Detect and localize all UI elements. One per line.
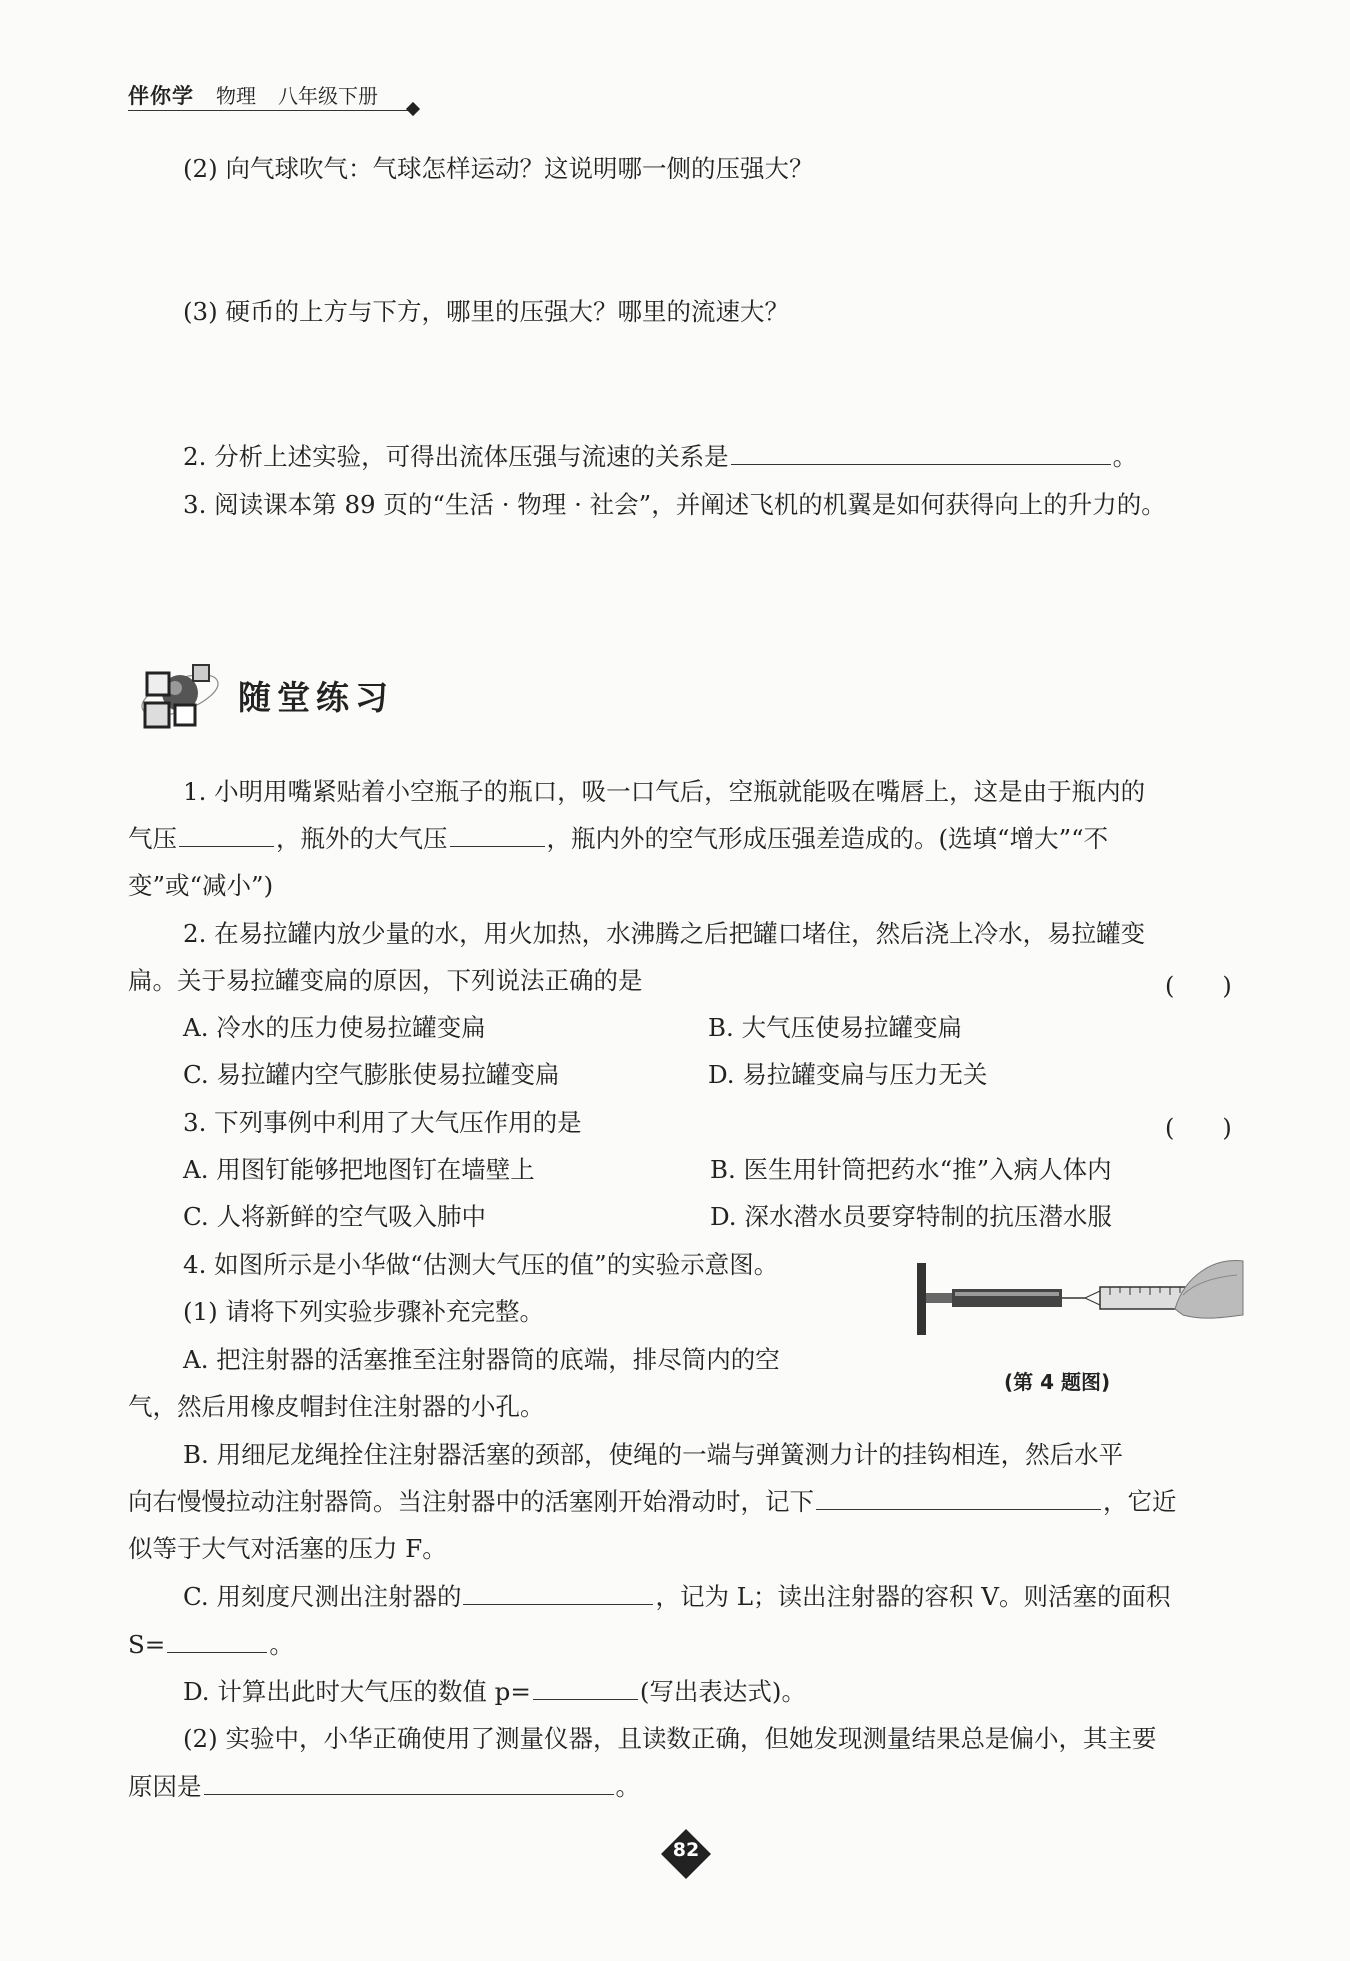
option-a: A. 冷水的压力使易拉罐变扁	[183, 1013, 486, 1042]
question-2-sub: (2) 向气球吹气：气球怎样运动？这说明哪一侧的压强大？	[183, 154, 814, 183]
subject-label: 物理	[216, 84, 256, 108]
option-c: C. 人将新鲜的空气吸入肺中	[183, 1202, 486, 1231]
answer-bracket[interactable]: ( )	[1165, 1114, 1232, 1142]
figure-caption: (第 4 题图)	[1004, 1370, 1111, 1394]
header-rule	[128, 110, 413, 111]
option-d: D. 深水潜水员要穿特制的抗压潜水服	[710, 1202, 1112, 1231]
step-c-line-2	[128, 1628, 294, 1662]
header-diamond-icon	[406, 102, 420, 116]
running-header	[128, 80, 378, 112]
step-a-line-1: A. 把注射器的活塞推至注射器筒的底端，排尽筒内的空	[183, 1345, 780, 1374]
question-text: ，瓶内外的空气形成压强差造成的。(选填“增大”“不	[546, 824, 1109, 853]
option-a: A. 用图钉能够把地图钉在墙壁上	[183, 1155, 535, 1184]
exercise-2-line-1: 2. 在易拉罐内放少量的水，用火加热，水沸腾之后把罐口堵住，然后浇上冷水，易拉罐变	[183, 919, 1146, 948]
question-text: D. 计算出此时大气压的数值 p=	[183, 1677, 531, 1706]
question-3-reading: 3. 阅读课本第 89 页的“生活 · 物理 · 社会”，并阐述飞机的机翼是如何获得向上的升力的。	[183, 490, 1166, 519]
question-text: C. 用刻度尺测出注射器的	[183, 1582, 462, 1611]
option-b: B. 医生用针筒把药水“推”入病人体内	[710, 1155, 1112, 1184]
answer-blank[interactable]	[167, 1628, 267, 1653]
answer-bracket[interactable]: ( )	[1165, 972, 1232, 1000]
option-c: C. 易拉罐内空气膨胀使易拉罐变扁	[183, 1060, 560, 1089]
question-text: 气压	[128, 824, 177, 853]
option-d: D. 易拉罐变扁与压力无关	[708, 1060, 988, 1089]
page-number: 82	[672, 1839, 700, 1861]
exercise-2-line-2: 扁。关于易拉罐变扁的原因，下列说法正确的是	[128, 966, 643, 995]
exercise-4-line-1: 4. 如图所示是小华做“估测大气压的值”的实验示意图。	[183, 1250, 779, 1279]
answer-blank[interactable]	[179, 822, 274, 847]
syringe-experiment-figure	[915, 1255, 1245, 1345]
answer-blank[interactable]	[204, 1770, 614, 1795]
answer-blank[interactable]	[731, 440, 1111, 465]
question-text: S=	[128, 1630, 166, 1659]
question-text: ，瓶外的大气压	[276, 824, 448, 853]
question-3-sub: (3) 硬币的上方与下方，哪里的压强大？哪里的流速大？	[183, 297, 789, 326]
option-b: B. 大气压使易拉罐变扁	[708, 1013, 963, 1042]
exercise-4-sub-2-line-1: (2) 实验中，小华正确使用了测量仪器，且读数正确，但她发现测量结果总是偏小，其主要	[183, 1724, 1157, 1753]
punctuation: 。	[1112, 442, 1138, 471]
step-b-line-2	[128, 1485, 1177, 1519]
question-text: 。	[615, 1772, 640, 1801]
exercise-1-line-3: 变”或“减小”)	[128, 871, 274, 900]
step-d-line	[183, 1675, 806, 1709]
question-text: 。	[269, 1630, 294, 1659]
exercise-4-sub-1: (1) 请将下列实验步骤补充完整。	[183, 1297, 544, 1326]
question-text: 2. 分析上述实验，可得出流体压强与流速的关系是	[183, 442, 729, 471]
answer-blank[interactable]	[450, 822, 545, 847]
question-text: ，它近	[1103, 1487, 1177, 1516]
question-text: 原因是	[128, 1772, 202, 1801]
question-text: 向右慢慢拉动注射器筒。当注射器中的活塞刚开始滑动时，记下	[128, 1487, 814, 1516]
exercise-3-line-1: 3. 下列事例中利用了大气压作用的是	[183, 1108, 582, 1137]
exercise-1-line-2	[128, 822, 1108, 856]
step-a-line-2: 气，然后用橡皮帽封住注射器的小孔。	[128, 1392, 545, 1421]
answer-blank[interactable]	[816, 1485, 1101, 1510]
cube-cluster-icon	[135, 655, 225, 735]
step-c-line-1	[183, 1580, 1171, 1614]
section-title: 随堂练习	[238, 678, 394, 717]
question-2-relation	[183, 440, 1137, 474]
exercise-1-line-1: 1. 小明用嘴紧贴着小空瓶子的瓶口，吸一口气后，空瓶就能吸在嘴唇上，这是由于瓶内的	[183, 777, 1146, 806]
question-text: ，记为 L；读出注射器的容积 V。则活塞的面积	[655, 1582, 1171, 1611]
exercise-4-sub-2-line-2	[128, 1770, 640, 1804]
step-b-line-1: B. 用细尼龙绳拴住注射器活塞的颈部，使绳的一端与弹簧测力计的挂钩相连，然后水平	[183, 1440, 1124, 1469]
series-brand: 伴你学	[128, 84, 194, 108]
answer-blank[interactable]	[533, 1675, 638, 1700]
question-text: (写出表达式)。	[639, 1677, 806, 1706]
grade-label: 八年级下册	[278, 84, 378, 108]
step-b-line-3: 似等于大气对活塞的压力 F。	[128, 1534, 447, 1563]
answer-blank[interactable]	[463, 1580, 653, 1605]
